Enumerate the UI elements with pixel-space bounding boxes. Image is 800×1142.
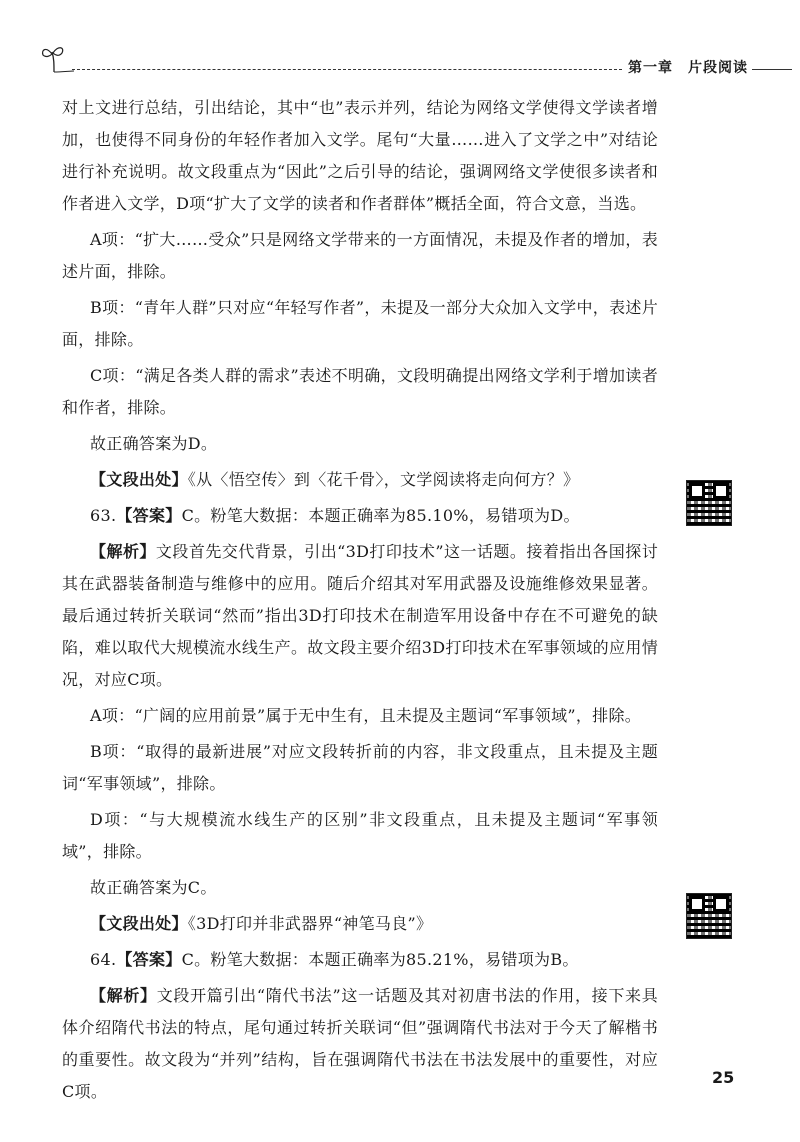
correct-answer-line: 故正确答案为C。 <box>90 878 217 897</box>
header-rule-end <box>752 69 792 70</box>
answer-text: C。粉笔大数据：本题正确率为85.10%，易错项为D。 <box>181 506 580 525</box>
option-a-analysis: A项：“广阔的应用前景”属于无中生有，且未提及主题词“军事领域”，排除。 <box>90 706 642 725</box>
chapter-title: 第一章 片段阅读 <box>622 57 754 77</box>
analysis-paragraph <box>62 536 658 696</box>
question-number: 64. <box>90 950 117 969</box>
page-header <box>38 40 790 80</box>
source-tag: 【文段出处】 <box>90 914 188 933</box>
page-number: 25 <box>712 1068 735 1087</box>
answer-line <box>62 944 658 976</box>
answer-tag: 【答案】 <box>116 950 182 969</box>
option-a-analysis: A项：“扩大……受众”只是网络文学带来的一方面情况，未提及作者的增加，表述片面，排除。 <box>62 230 658 281</box>
source-line <box>62 908 658 940</box>
answer-tag: 【答案】 <box>116 506 182 525</box>
sprout-icon <box>40 44 74 78</box>
option-b-analysis: B项：“取得的最新进展”对应文段转折前的内容，非文段重点，且未提及主题词“军事领域”，排除。 <box>62 742 658 793</box>
qr-code-icon[interactable] <box>686 480 732 526</box>
question-number: 63. <box>90 506 117 525</box>
analysis-paragraph <box>62 980 658 1108</box>
header-rule <box>72 69 622 70</box>
correct-answer-line: 故正确答案为D。 <box>90 434 218 453</box>
analysis-tag: 【解析】 <box>90 986 157 1005</box>
qr-code-icon[interactable] <box>686 893 732 939</box>
source-tag: 【文段出处】 <box>90 470 188 489</box>
analysis-text: 文段首先交代背景，引出“3D打印技术”这一话题。接着指出各国探讨其在武器装备制造与维修中的应用。随后介绍其对军用武器及设施维修效果显著。最后通过转折关联词“然而”指出3D打印技术在制造军用设备中存在不可避免的缺陷，难以取代大规模流水线生产。故文段主要介绍3D打印技术在军事领域的应用情况，对应C项。 <box>62 542 659 689</box>
answer-text: C。粉笔大数据：本题正确率为85.21%，易错项为B。 <box>181 950 579 969</box>
option-c-analysis: C项：“满足各类人群的需求”表述不明确，文段明确提出网络文学利于增加读者和作者，排除。 <box>62 366 658 417</box>
analysis-tag: 【解析】 <box>90 542 156 561</box>
analysis-text: 文段开篇引出“隋代书法”这一话题及其对初唐书法的作用，接下来具体介绍隋代书法的特点，尾句通过转折关联词“但”强调隋代书法对于今天了解楷书的重要性。故文段为“并列”结构，旨在强调隋代书法在书法发展中的重要性，对应C项。 <box>62 986 658 1101</box>
page-body <box>62 92 658 1108</box>
source-text: 《3D打印并非武器界“神笔马良”》 <box>187 914 433 933</box>
option-d-analysis: D项：“与大规模流水线生产的区别”非文段重点，且未提及主题词“军事领域”，排除。 <box>62 810 658 861</box>
source-line <box>62 464 658 496</box>
source-text: 《从〈悟空传〉到〈花千骨〉，文学阅读将走向何方？》 <box>187 470 580 489</box>
paragraph: 对上文进行总结，引出结论，其中“也”表示并列，结论为网络文学使得文学读者增加，也使得不同身份的年轻作者加入文学。尾句“大量……进入了文学之中”对结论进行补充说明。故文段重点为“因此”之后引导的结论，强调网络文学使很多读者和作者进入文学，D项“扩大了文学的读者和作者群体”概括全面，符合文意，当选。 <box>62 98 658 213</box>
answer-line <box>62 500 658 532</box>
option-b-analysis: B项：“青年人群”只对应“年轻写作者”，未提及一部分大众加入文学中，表述片面，排除。 <box>62 298 658 349</box>
